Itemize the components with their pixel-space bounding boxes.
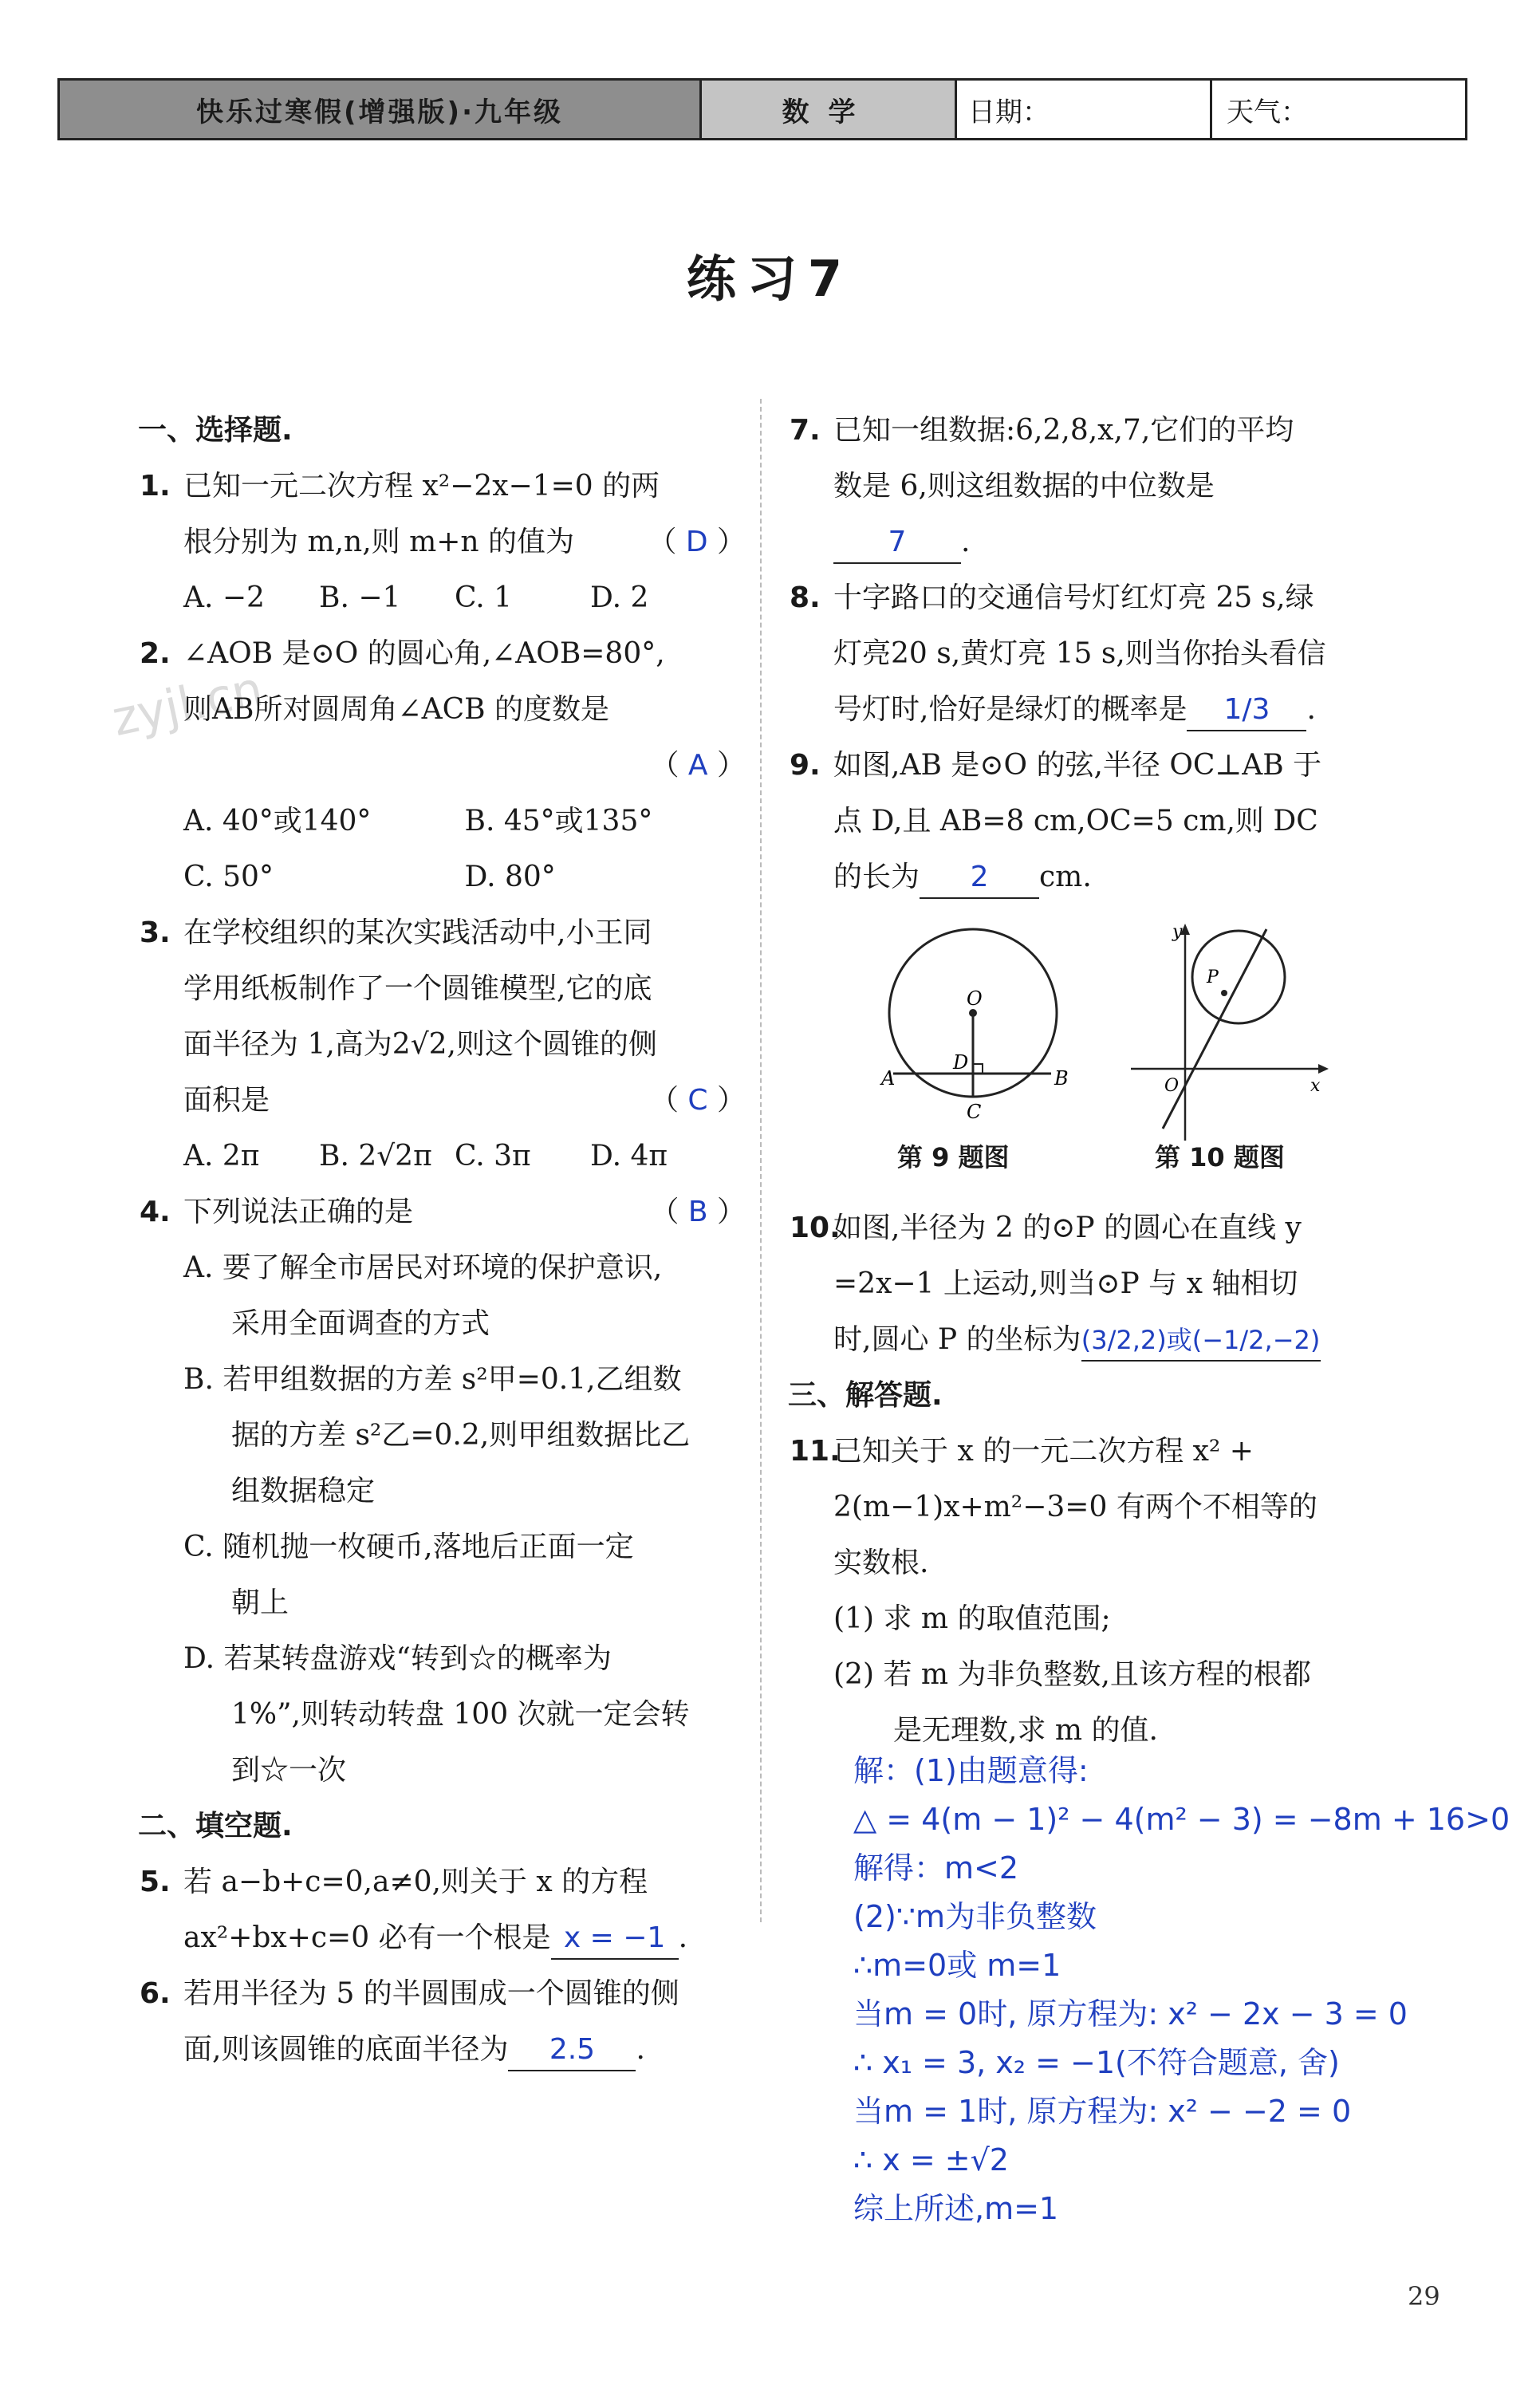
q11-sub-2: 是无理数,求 m 的值.: [893, 1714, 1158, 1747]
option: B. 2√2π: [319, 1140, 432, 1172]
figure-9-caption: 第 9 题图: [897, 1142, 1010, 1172]
q10-line: =2x−1 上运动,则当⊙P 与 x 轴相切: [833, 1267, 1298, 1300]
q8-line: 十字路口的交通信号灯红灯亮 25 s,绿: [833, 581, 1314, 614]
q11-line: 已知关于 x 的一元二次方程 x² +: [833, 1435, 1254, 1468]
label-x: x: [1310, 1076, 1321, 1096]
q11-line: 2(m−1)x+m²−3=0 有两个不相等的: [833, 1491, 1317, 1523]
solution-line: 当m = 0时, 原方程为: x² − 2x − 3 = 0: [853, 1996, 1408, 2032]
page-title: 练习7: [686, 250, 854, 308]
q11-line: 实数根.: [833, 1547, 929, 1579]
q1-line: 根分别为 m,n,则 m+n 的值为 （ D ）: [183, 514, 746, 570]
solution-line: ∴ x = ±√2: [853, 2142, 1009, 2177]
left-column: [140, 403, 746, 2078]
q4-option-d: 到☆一次: [231, 1754, 347, 1787]
option: A. 2π: [183, 1140, 260, 1172]
label-B: B: [1054, 1067, 1069, 1090]
q7-line: 7 .: [833, 514, 1388, 570]
q3-options: [140, 1129, 746, 1184]
question-number: 4.: [140, 1196, 171, 1228]
right-column: [790, 403, 1388, 905]
q11-sub-1: (1) 求 m 的取值范围;: [833, 1602, 1111, 1635]
q11-sub-2: (2) 若 m 为非负整数,且该方程的根都: [833, 1658, 1311, 1691]
q9-line: 如图,AB 是⊙O 的弦,半径 OC⊥AB 于: [833, 749, 1322, 782]
solution-line: 解得：m<2: [853, 1850, 1019, 1886]
question-number: 10.: [790, 1212, 841, 1244]
question-2: [140, 626, 746, 794]
q9-line: 点 D,且 AB=8 cm,OC=5 cm,则 DC: [833, 805, 1318, 837]
q5-line: 若 a−b+c=0,a≠0,则关于 x 的方程: [183, 1866, 648, 1898]
q6-line: 面,则该圆锥的底面半径为 2.5 .: [183, 2022, 746, 2078]
label-A: A: [881, 1067, 896, 1090]
page-number: 29: [1408, 2281, 1440, 2311]
q6-line: 若用半径为 5 的半圆围成一个圆锥的侧: [183, 1977, 679, 2010]
column-divider: [760, 399, 762, 1922]
option: D. 80°: [464, 861, 556, 893]
answer-paren: （ C ）: [649, 1084, 746, 1117]
option: A. 40°或140°: [183, 805, 372, 837]
q10-line: 如图,半径为 2 的⊙P 的圆心在直线 y: [833, 1212, 1302, 1244]
option: B. −1: [319, 581, 401, 614]
figure-9: [877, 917, 1069, 1141]
q4-option-c: 朝上: [231, 1586, 289, 1619]
question-10: [790, 1200, 1388, 1368]
label-O: O: [1164, 1076, 1180, 1096]
q9-answer: 2: [920, 857, 1039, 899]
question-8: [790, 570, 1388, 738]
solution-line: ∴m=0或 m=1: [853, 1948, 1061, 1983]
q4-option-a: A. 要了解全市居民对环境的保护意识,: [183, 1251, 663, 1284]
question-number: 9.: [790, 749, 821, 782]
answer-paren: （ B ）: [650, 1196, 746, 1228]
figure-10-caption: 第 10 题图: [1155, 1142, 1285, 1172]
question-5: [140, 1854, 746, 1966]
label-y: y: [1172, 922, 1183, 942]
watermark: zyjl.cn: [107, 660, 268, 748]
q6-answer: 2.5: [508, 2030, 636, 2071]
q1-answer: D: [685, 526, 708, 558]
question-4: [140, 1184, 746, 1799]
q4-option-c: C. 随机抛一枚硬币,落地后正面一定: [183, 1531, 634, 1563]
label-O: O: [967, 987, 983, 1010]
solution-line: 综上所述,m=1: [853, 2191, 1059, 2226]
q3-line: 面半径为 1,高为2√2,则这个圆锥的侧: [183, 1028, 657, 1061]
q4-option-b: B. 若甲组数据的方差 s²甲=0.1,乙组数: [183, 1363, 682, 1396]
label-P: P: [1207, 967, 1219, 987]
option: A. −2: [183, 581, 265, 614]
q5-line: ax²+bx+c=0 必有一个根是 x = −1 .: [183, 1910, 746, 1966]
label-C: C: [967, 1101, 982, 1123]
question-11: [790, 1424, 1388, 1759]
option: C. 1: [455, 581, 513, 614]
q1-line: 已知一元二次方程 x²−2x−1=0 的两: [183, 470, 660, 502]
q2-line: 则AB所对圆周角∠ACB 的度数是: [183, 693, 610, 726]
option: D. 2: [590, 581, 649, 614]
option: B. 45°或135°: [464, 805, 653, 837]
question-number: 2.: [140, 637, 171, 670]
q7-answer: 7: [833, 522, 961, 564]
q4-answer: B: [687, 1196, 708, 1228]
q8-answer: 1/3: [1187, 690, 1306, 731]
weather-field: 天气：: [1227, 96, 1308, 128]
q2-answer: A: [687, 749, 708, 782]
q3-answer: C: [687, 1084, 708, 1117]
question-9: [790, 738, 1388, 905]
solution-line: (2)∵m为非负整数: [853, 1899, 1097, 1934]
section-choice: 一、选择题.: [138, 414, 293, 447]
option: C. 3π: [455, 1140, 531, 1172]
subject: 数学: [702, 81, 957, 138]
question-3: [140, 905, 746, 1129]
section-solve: 三、解答题.: [788, 1379, 943, 1412]
question-6: [140, 1966, 746, 2078]
q8-line: 号灯时,恰好是绿灯的概率是 1/3 .: [833, 682, 1388, 738]
answer-paren: （ A ）: [650, 749, 746, 782]
solution-block: [853, 1747, 1510, 2233]
question-1: [140, 459, 746, 570]
option: C. 50°: [183, 861, 274, 893]
q2-options: [140, 794, 746, 849]
question-number: 5.: [140, 1866, 171, 1898]
q1-options: [140, 570, 746, 626]
q3-line: 在学校组织的某次实践活动中,小王同: [183, 916, 652, 949]
q4-option-d: D. 若某转盘游戏“转到☆的概率为: [183, 1642, 612, 1675]
label-D: D: [953, 1051, 969, 1074]
question-number: 7.: [790, 414, 821, 447]
q5-answer: x = −1: [551, 1918, 679, 1960]
q9-line: 的长为 2 cm.: [833, 849, 1388, 905]
option: D. 4π: [590, 1140, 668, 1172]
date-field: 日期：: [957, 81, 1212, 138]
q7-line: 已知一组数据:6,2,8,x,7,它们的平均: [833, 414, 1294, 447]
page-header: [57, 78, 1467, 140]
q10-line: 时,圆心 P 的坐标为(3/2,2)或(−1/2,−2): [833, 1312, 1388, 1368]
q2-options: [140, 849, 746, 905]
question-number: 6.: [140, 1977, 171, 2010]
question-number: 3.: [140, 916, 171, 949]
solution-line: ∴ x₁ = 3, x₂ = −1(不符合题意, 舍): [853, 2045, 1340, 2080]
right-column-lower: [790, 1200, 1388, 1759]
q4-option-a: 采用全面调查的方式: [231, 1307, 490, 1340]
answer-paren: （ D ）: [648, 526, 746, 558]
q4-option-b: 据的方差 s²乙=0.2,则甲组数据比乙: [231, 1419, 691, 1452]
q10-answer: (3/2,2)或(−1/2,−2): [1081, 1320, 1321, 1362]
section-fill: 二、填空题.: [138, 1810, 293, 1842]
figure-10: [1131, 917, 1330, 1141]
solution-line: 解：(1)由题意得:: [853, 1753, 1089, 1788]
q4-line: 下列说法正确的是 （ B ）: [183, 1184, 746, 1240]
q4-option-d: 1%”,则转动转盘 100 次就一定会转: [231, 1698, 690, 1731]
q7-line: 数是 6,则这组数据的中位数是: [833, 470, 1215, 502]
q8-line: 灯亮20 s,黄灯亮 15 s,则当你抬头看信: [833, 637, 1326, 670]
question-number: 8.: [790, 581, 821, 614]
q3-line: 学用纸板制作了一个圆锥模型,它的底: [183, 972, 652, 1005]
q2-line: ∠AOB 是⊙O 的圆心角,∠AOB=80°,: [183, 637, 665, 670]
solution-line: 当m = 1时, 原方程为: x² − −2 = 0: [853, 2094, 1352, 2129]
question-7: [790, 403, 1388, 570]
q3-line: 面积是 （ C ）: [183, 1073, 746, 1129]
question-number: 1.: [140, 470, 171, 502]
q4-option-b: 组数据稳定: [231, 1475, 376, 1507]
question-number: 11.: [790, 1435, 841, 1468]
solution-line: △ = 4(m − 1)² − 4(m² − 3) = −8m + 16>0: [853, 1802, 1510, 1837]
book-title: 快乐过寒假(增强版)·九年级: [60, 81, 702, 138]
